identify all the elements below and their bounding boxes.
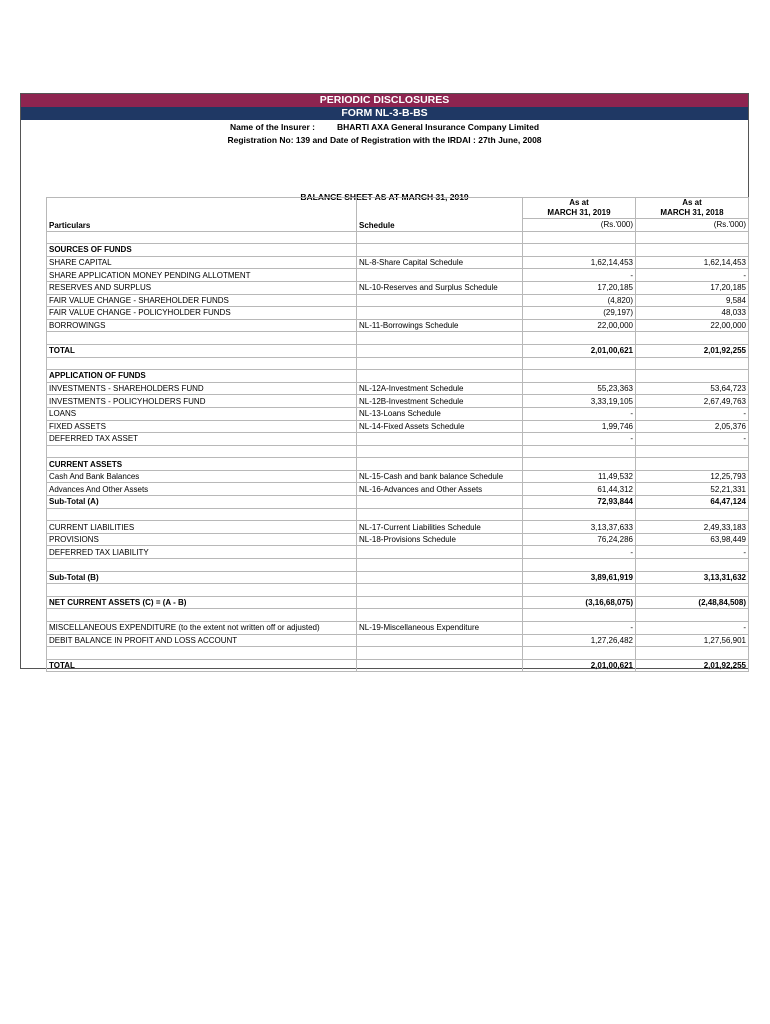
amount-2018-cell: [636, 559, 749, 572]
amount-2018-cell: 2,05,376: [636, 420, 749, 433]
amount-2018-cell: 22,00,000: [636, 319, 749, 332]
amount-2019-cell: 3,33,19,105: [523, 395, 636, 408]
insurer-label: Name of the Insurer :: [229, 122, 316, 132]
schedule-cell: [357, 244, 523, 257]
table-row: [47, 596, 749, 609]
amount-2018-cell: -: [636, 622, 749, 635]
amount-2019-cell: 55,23,363: [523, 382, 636, 395]
amount-2019-cell: [523, 458, 636, 471]
amount-2018-cell: -: [636, 433, 749, 446]
amount-2019-cell: -: [523, 546, 636, 559]
registration-line: Registration No: 139 and Date of Registration with the IRDAI : 27th June, 2008: [227, 135, 542, 145]
amount-2018-cell: 2,49,33,183: [636, 521, 749, 534]
amount-2018-cell: 2,01,92,255: [636, 659, 749, 672]
table-row: [47, 609, 749, 622]
particulars-cell: [47, 559, 357, 572]
table-row: [47, 256, 749, 269]
amount-2019-cell: [523, 332, 636, 345]
table-row: [47, 420, 749, 433]
particulars-cell: [47, 445, 357, 458]
particulars-cell: CURRENT ASSETS: [47, 458, 357, 471]
schedule-cell: [357, 559, 523, 572]
schedule-cell: [357, 659, 523, 672]
particulars-header: Particulars: [47, 198, 357, 232]
amount-2019-cell: 1,62,14,453: [523, 256, 636, 269]
amount-2018-cell: 2,67,49,763: [636, 395, 749, 408]
schedule-cell: NL-10-Reserves and Surplus Schedule: [357, 281, 523, 294]
schedule-cell: NL-15-Cash and bank balance Schedule: [357, 470, 523, 483]
insurer-name: BHARTI AXA General Insurance Company Limited: [337, 122, 540, 132]
as-at-label: As at: [682, 198, 702, 207]
table-row: [47, 370, 749, 383]
particulars-cell: PROVISIONS: [47, 533, 357, 546]
amount-2019-cell: [523, 231, 636, 244]
amount-2018-cell: (2,48,84,508): [636, 596, 749, 609]
amount-2019-cell: 76,24,286: [523, 533, 636, 546]
schedule-cell: NL-8-Share Capital Schedule: [357, 256, 523, 269]
amount-2019-cell: (29,197): [523, 307, 636, 320]
schedule-cell: [357, 546, 523, 559]
amount-2018-cell: -: [636, 546, 749, 559]
schedule-cell: [357, 344, 523, 357]
schedule-cell: NL-17-Current Liabilities Schedule: [357, 521, 523, 534]
amount-2018-cell: [636, 609, 749, 622]
particulars-cell: FAIR VALUE CHANGE - SHAREHOLDER FUNDS: [47, 294, 357, 307]
schedule-cell: NL-19-Miscellaneous Expenditure: [357, 622, 523, 635]
table-row: [47, 634, 749, 647]
table-row: [47, 559, 749, 572]
schedule-header: Schedule: [357, 198, 523, 232]
particulars-cell: DEFERRED TAX ASSET: [47, 433, 357, 446]
schedule-cell: [357, 584, 523, 597]
column-2019-header: [523, 198, 636, 219]
unit-label-2018: (Rs.'000): [636, 219, 749, 232]
particulars-cell: INVESTMENTS - POLICYHOLDERS FUND: [47, 395, 357, 408]
particulars-cell: Sub-Total (B): [47, 571, 357, 584]
particulars-cell: SHARE APPLICATION MONEY PENDING ALLOTMENT: [47, 269, 357, 282]
schedule-cell: NL-13-Loans Schedule: [357, 407, 523, 420]
balance-sheet-body: [47, 231, 749, 672]
amount-2019-cell: [523, 584, 636, 597]
particulars-cell: TOTAL: [47, 344, 357, 357]
table-row: [47, 508, 749, 521]
amount-2018-cell: [636, 445, 749, 458]
table-row: [47, 332, 749, 345]
schedule-cell: [357, 332, 523, 345]
particulars-cell: CURRENT LIABILITIES: [47, 521, 357, 534]
amount-2019-cell: 61,44,312: [523, 483, 636, 496]
amount-2019-cell: 17,20,185: [523, 281, 636, 294]
amount-2018-cell: 48,033: [636, 307, 749, 320]
particulars-cell: FAIR VALUE CHANGE - POLICYHOLDER FUNDS: [47, 307, 357, 320]
schedule-cell: [357, 445, 523, 458]
table-header-row: [47, 198, 749, 219]
table-row: [47, 382, 749, 395]
schedule-cell: [357, 370, 523, 383]
amount-2018-cell: 2,01,92,255: [636, 344, 749, 357]
schedule-cell: [357, 647, 523, 660]
amount-2018-cell: [636, 458, 749, 471]
amount-2018-cell: -: [636, 269, 749, 282]
particulars-cell: Advances And Other Assets: [47, 483, 357, 496]
amount-2018-cell: [636, 508, 749, 521]
schedule-cell: [357, 294, 523, 307]
amount-2019-cell: 2,01,00,621: [523, 659, 636, 672]
amount-2018-cell: 17,20,185: [636, 281, 749, 294]
amount-2018-cell: [636, 370, 749, 383]
disclosure-sheet: [20, 93, 749, 669]
amount-2019-cell: [523, 370, 636, 383]
amount-2019-cell: -: [523, 407, 636, 420]
particulars-cell: LOANS: [47, 407, 357, 420]
schedule-cell: [357, 496, 523, 509]
amount-2019-cell: [523, 244, 636, 257]
amount-2019-cell: 2,01,00,621: [523, 344, 636, 357]
particulars-cell: [47, 584, 357, 597]
table-row: [47, 395, 749, 408]
amount-2018-cell: 1,27,56,901: [636, 634, 749, 647]
particulars-cell: DEBIT BALANCE IN PROFIT AND LOSS ACCOUNT: [47, 634, 357, 647]
amount-2018-cell: 12,25,793: [636, 470, 749, 483]
table-row: [47, 344, 749, 357]
table-row: [47, 533, 749, 546]
schedule-cell: [357, 508, 523, 521]
balance-sheet-title: BALANCE SHEET AS AT MARCH 31, 2019: [300, 192, 469, 202]
amount-2019-cell: -: [523, 269, 636, 282]
table-row: [47, 521, 749, 534]
particulars-cell: RESERVES AND SURPLUS: [47, 281, 357, 294]
table-row: [47, 584, 749, 597]
table-row: [47, 433, 749, 446]
particulars-cell: DEFERRED TAX LIABILITY: [47, 546, 357, 559]
particulars-cell: INVESTMENTS - SHAREHOLDERS FUND: [47, 382, 357, 395]
schedule-cell: NL-12B-Investment Schedule: [357, 395, 523, 408]
amount-2019-cell: [523, 445, 636, 458]
amount-2019-cell: 22,00,000: [523, 319, 636, 332]
insurer-line: [21, 121, 748, 133]
amount-2019-cell: [523, 357, 636, 370]
schedule-cell: [357, 458, 523, 471]
period-2018-label: MARCH 31, 2018: [660, 208, 724, 217]
amount-2018-cell: 63,98,449: [636, 533, 749, 546]
schedule-cell: [357, 307, 523, 320]
table-row: [47, 483, 749, 496]
amount-2019-cell: 72,93,844: [523, 496, 636, 509]
balance-sheet-table: [46, 197, 749, 672]
table-row: [47, 571, 749, 584]
particulars-cell: TOTAL: [47, 659, 357, 672]
table-row: [47, 357, 749, 370]
amount-2018-cell: 1,62,14,453: [636, 256, 749, 269]
amount-2019-cell: 1,27,26,482: [523, 634, 636, 647]
table-row: [47, 269, 749, 282]
particulars-cell: SOURCES OF FUNDS: [47, 244, 357, 257]
period-2019-label: MARCH 31, 2019: [547, 208, 611, 217]
table-row: [47, 231, 749, 244]
particulars-cell: MISCELLANEOUS EXPENDITURE (to the extent not written off or adjusted): [47, 622, 357, 635]
table-row: [47, 294, 749, 307]
table-row: [47, 659, 749, 672]
amount-2018-cell: 64,47,124: [636, 496, 749, 509]
table-row: [47, 319, 749, 332]
table-row: [47, 244, 749, 257]
periodic-disclosures-banner: PERIODIC DISCLOSURES: [21, 94, 748, 107]
amount-2018-cell: 53,64,723: [636, 382, 749, 395]
table-row: [47, 407, 749, 420]
as-at-label: As at: [569, 198, 589, 207]
particulars-cell: [47, 231, 357, 244]
table-row: [47, 622, 749, 635]
particulars-cell: APPLICATION OF FUNDS: [47, 370, 357, 383]
table-row: [47, 496, 749, 509]
table-row: [47, 647, 749, 660]
schedule-cell: NL-14-Fixed Assets Schedule: [357, 420, 523, 433]
schedule-cell: [357, 231, 523, 244]
unit-label-2019: (Rs.'000): [523, 219, 636, 232]
particulars-cell: Sub-Total (A): [47, 496, 357, 509]
schedule-cell: [357, 596, 523, 609]
schedule-cell: [357, 433, 523, 446]
table-row: [47, 458, 749, 471]
amount-2019-cell: 3,89,61,919: [523, 571, 636, 584]
amount-2019-cell: 1,99,746: [523, 420, 636, 433]
balance-sheet-table-wrap: [46, 197, 748, 672]
particulars-cell: NET CURRENT ASSETS (C) = (A - B): [47, 596, 357, 609]
table-row: [47, 281, 749, 294]
amount-2019-cell: 3,13,37,633: [523, 521, 636, 534]
table-row: [47, 445, 749, 458]
amount-2018-cell: [636, 357, 749, 370]
particulars-cell: [47, 609, 357, 622]
amount-2018-cell: [636, 647, 749, 660]
table-row: [47, 546, 749, 559]
schedule-cell: NL-16-Advances and Other Assets: [357, 483, 523, 496]
particulars-cell: Cash And Bank Balances: [47, 470, 357, 483]
column-2018-header: [636, 198, 749, 219]
schedule-cell: [357, 571, 523, 584]
schedule-cell: [357, 357, 523, 370]
particulars-cell: BORROWINGS: [47, 319, 357, 332]
schedule-cell: [357, 609, 523, 622]
amount-2018-cell: -: [636, 407, 749, 420]
amount-2018-cell: [636, 244, 749, 257]
amount-2019-cell: [523, 647, 636, 660]
particulars-cell: [47, 332, 357, 345]
amount-2019-cell: (3,16,68,075): [523, 596, 636, 609]
particulars-cell: [47, 508, 357, 521]
particulars-cell: SHARE CAPITAL: [47, 256, 357, 269]
form-id-banner: FORM NL-3-B-BS: [21, 107, 748, 120]
table-row: [47, 470, 749, 483]
amount-2018-cell: [636, 332, 749, 345]
amount-2018-cell: 3,13,31,632: [636, 571, 749, 584]
amount-2019-cell: [523, 559, 636, 572]
schedule-cell: [357, 269, 523, 282]
amount-2018-cell: 9,584: [636, 294, 749, 307]
amount-2019-cell: [523, 609, 636, 622]
amount-2019-cell: -: [523, 433, 636, 446]
amount-2019-cell: [523, 508, 636, 521]
schedule-cell: NL-18-Provisions Schedule: [357, 533, 523, 546]
amount-2018-cell: 52,21,331: [636, 483, 749, 496]
amount-2019-cell: -: [523, 622, 636, 635]
schedule-cell: NL-12A-Investment Schedule: [357, 382, 523, 395]
particulars-cell: [47, 647, 357, 660]
amount-2019-cell: (4,820): [523, 294, 636, 307]
amount-2018-cell: [636, 231, 749, 244]
amount-2019-cell: 11,49,532: [523, 470, 636, 483]
table-row: [47, 307, 749, 320]
schedule-cell: [357, 634, 523, 647]
particulars-cell: [47, 357, 357, 370]
amount-2018-cell: [636, 584, 749, 597]
schedule-cell: NL-11-Borrowings Schedule: [357, 319, 523, 332]
particulars-cell: FIXED ASSETS: [47, 420, 357, 433]
